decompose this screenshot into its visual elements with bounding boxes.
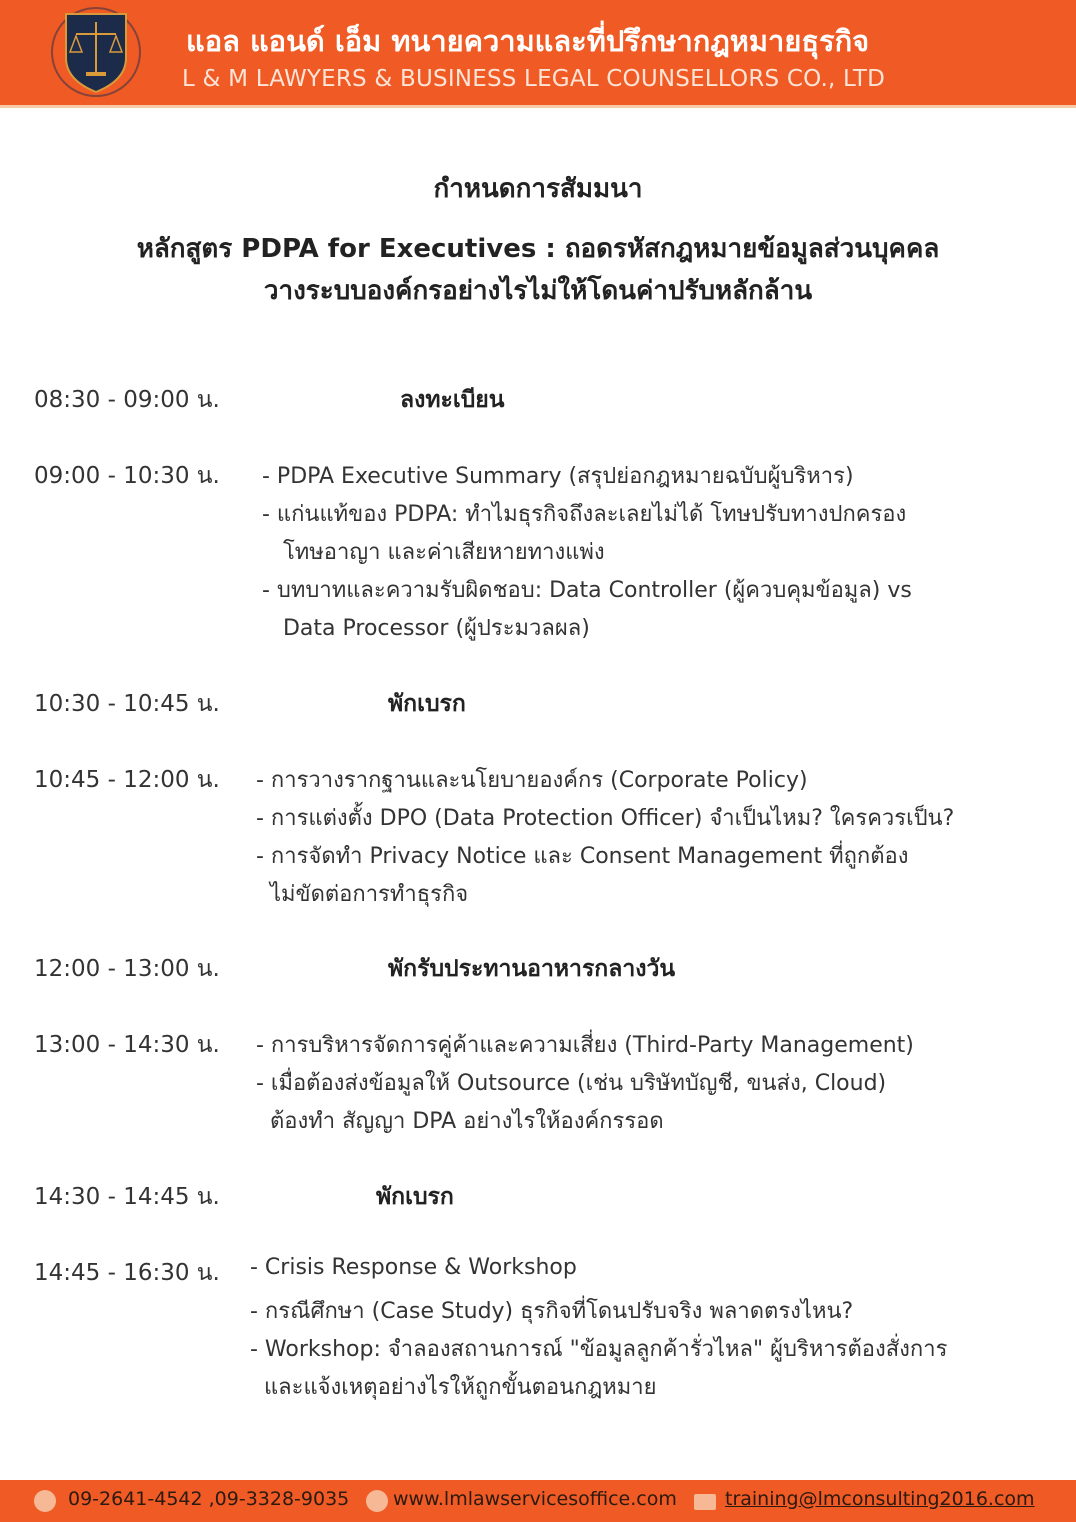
agenda-line: - PDPA Executive Summary (สรุปย่อกฎหมายฉบับผู้บริหาร) — [262, 464, 854, 489]
contact-footer — [0, 1480, 1076, 1522]
session-time: 09:00 - 10:30 น. — [34, 463, 220, 489]
session-time: 14:45 - 16:30 น. — [34, 1260, 220, 1286]
website-link[interactable]: www.lmlawservicesoffice.com — [393, 1488, 677, 1510]
agenda-line: โทษอาญา และค่าเสียหายทางแพ่ง — [262, 540, 605, 565]
agenda-line: ไม่ขัดต่อการทำธุรกิจ — [256, 882, 469, 907]
phone-numbers: 09-2641-4542 ,09-3328-9035 — [68, 1488, 350, 1510]
page-title: กำหนดการสัมมนา — [433, 174, 643, 204]
agenda-line: - บทบาทและความรับผิดชอบ: Data Controller (ผู้ควบคุมข้อมูล) vs — [262, 578, 912, 603]
session-title: ลงทะเบียน — [400, 387, 505, 413]
agenda-line: - Workshop: จำลองสถานการณ์ "ข้อมูลลูกค้ารั่วไหล" ผู้บริหารต้องสั่งการ — [250, 1337, 948, 1362]
session-title: พักเบรก — [376, 1184, 454, 1210]
course-title-line2: วางระบบองค์กรอย่างไรไม่ให้โดนค่าปรับหลักล้าน — [263, 276, 813, 306]
agenda-line: ต้องทำ สัญญา DPA อย่างไรให้องค์กรรอด — [256, 1109, 664, 1134]
globe-icon — [366, 1490, 388, 1512]
scales-of-justice-logo-icon — [50, 6, 142, 98]
agenda-line: และแจ้งเหตุอย่างไรให้ถูกขั้นตอนกฎหมาย — [250, 1375, 657, 1400]
session-time: 14:30 - 14:45 น. — [34, 1184, 220, 1210]
company-name-thai: แอล แอนด์ เอ็ม ทนายความและที่ปรึกษากฎหมายธุรกิจ — [186, 24, 870, 58]
email-link[interactable]: training@lmconsulting2016.com — [725, 1488, 1035, 1510]
agenda-line: - การวางรากฐานและนโยบายองค์กร (Corporate Policy) — [256, 768, 808, 793]
agenda-line: - เมื่อต้องส่งข้อมูลให้ Outsource (เช่น บริษัทบัญชี, ขนส่ง, Cloud) — [256, 1071, 887, 1096]
agenda-line: - กรณีศึกษา (Case Study) ธุรกิจที่โดนปรับจริง พลาดตรงไหน? — [250, 1299, 854, 1324]
agenda-line: Data Processor (ผู้ประมวลผล) — [262, 616, 590, 641]
course-title-line1: หลักสูตร PDPA for Executives : ถอดรหัสกฎหมายข้อมูลส่วนบุคคล — [136, 234, 940, 264]
session-time: 13:00 - 14:30 น. — [34, 1032, 220, 1058]
session-time: 12:00 - 13:00 น. — [34, 956, 220, 982]
agenda-line: - แก่นแท้ของ PDPA: ทำไมธุรกิจถึงละเลยไม่ได้ โทษปรับทางปกครอง — [262, 502, 907, 527]
session-title: พักรับประทานอาหารกลางวัน — [388, 956, 676, 982]
agenda-line: - การบริหารจัดการคู่ค้าและความเสี่ยง (Third-Party Management) — [256, 1033, 914, 1058]
session-time: 08:30 - 09:00 น. — [34, 387, 220, 413]
phone-icon — [34, 1490, 56, 1512]
company-name-english: L & M LAWYERS & BUSINESS LEGAL COUNSELLORS CO., LTD — [182, 66, 885, 92]
agenda-line: - Crisis Response & Workshop — [250, 1255, 577, 1280]
session-title: พักเบรก — [388, 691, 466, 717]
agenda-line: - การแต่งตั้ง DPO (Data Protection Officer) จำเป็นไหม? ใครควรเป็น? — [256, 806, 955, 831]
mail-icon — [694, 1494, 716, 1510]
header-banner — [0, 0, 1076, 108]
session-time: 10:45 - 12:00 น. — [34, 767, 220, 793]
session-time: 10:30 - 10:45 น. — [34, 691, 220, 717]
agenda-line: - การจัดทำ Privacy Notice และ Consent Management ที่ถูกต้อง — [256, 844, 909, 869]
